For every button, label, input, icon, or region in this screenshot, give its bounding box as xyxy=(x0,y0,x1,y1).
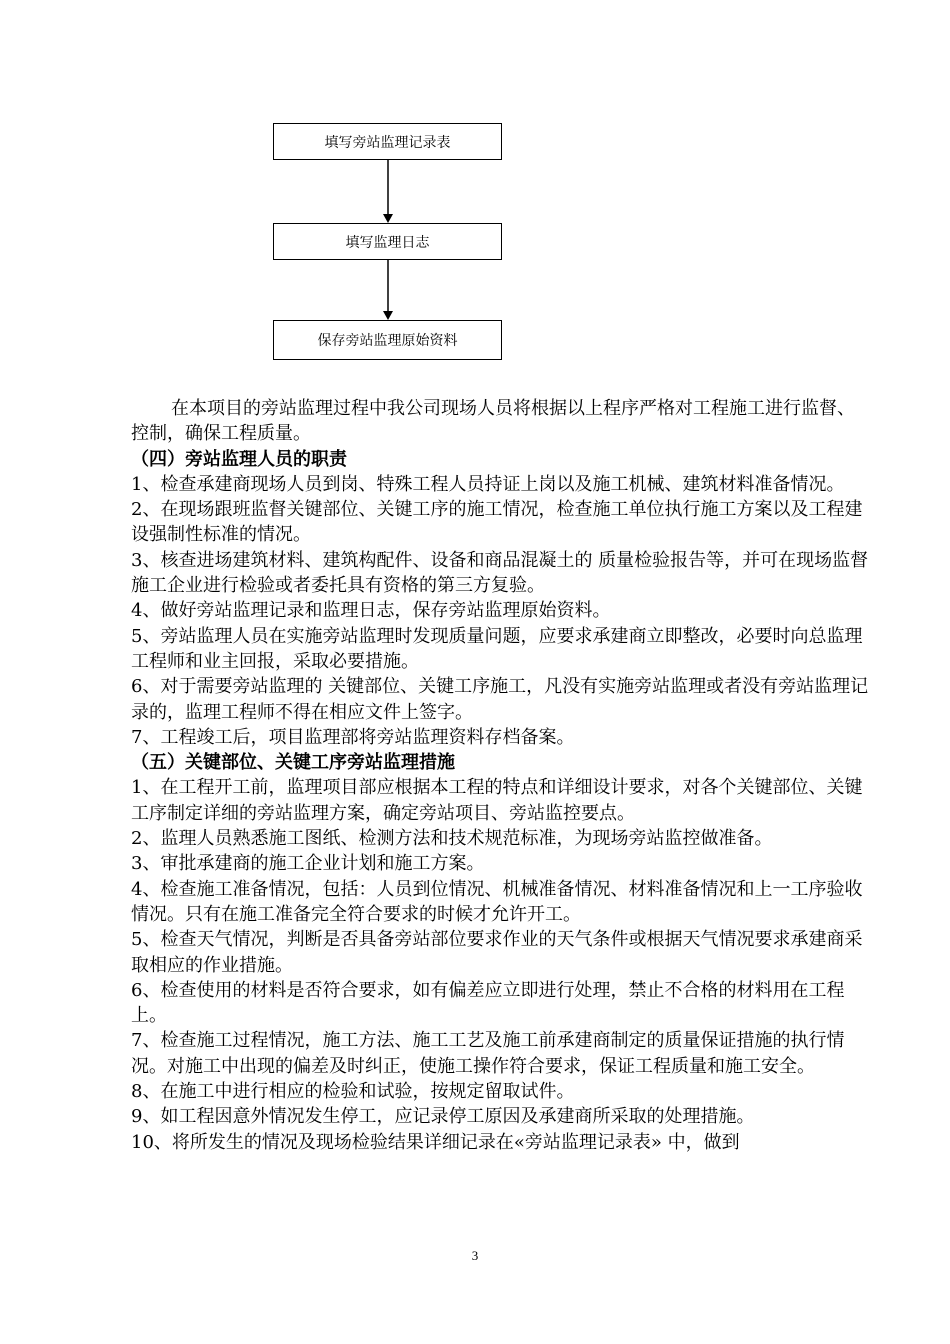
flow-arrow-2 xyxy=(380,260,396,321)
page-number: 3 xyxy=(471,1248,479,1263)
section-5-item: 1、在工程开工前，监理项目部应根据本工程的特点和详细设计要求，对各个关键部位、关键工序制定详细的旁站监理方案，确定旁站项目、旁站监控要点。 xyxy=(131,777,863,824)
section-5-item: 6、检查使用的材料是否符合要求，如有偏差应立即进行处理，禁止不合格的材料用在工程上。 xyxy=(131,979,845,1027)
section-5-item: 7、检查施工过程情况，施工方法、施工工艺及施工前承建商制定的质量保证措施的执行情况。对施工中出现的偏差及时纠正，使施工操作符合要求，保证工程质量和施工安全。 xyxy=(131,1030,845,1077)
section-4-item: 1、检查承建商现场人员到岗、特殊工程人员持证上岗以及施工机械、建筑材料准备情况。 xyxy=(131,473,845,495)
section-4-item: 3、核查进场建筑材料、建筑构配件、设备和商品混凝土的 质量检验报告等，并可在现场监督施工企业进行检验或者委托具有资格的第三方复验。 xyxy=(131,549,869,597)
section-4-heading: （四）旁站监理人员的职责 xyxy=(131,448,347,470)
section-5-item: 9、如工程因意外情况发生停工，应记录停工原因及承建商所采取的处理措施。 xyxy=(131,1106,755,1128)
flowchart-step-log: 填写监理日志 xyxy=(273,223,502,260)
document-body xyxy=(131,396,871,1155)
section-4-item: 4、做好旁站监理记录和监理日志，保存旁站监理原始资料。 xyxy=(131,600,611,622)
section-4-item: 7、工程竣工后，项目监理部将旁站监理资料存档备案。 xyxy=(131,726,575,748)
flowchart-step-record-form: 填写旁站监理记录表 xyxy=(273,123,502,160)
intro-paragraph: 在本项目的旁站监理过程中我公司现场人员将根据以上程序严格对工程施工进行监督、控制，确保工程质量。 xyxy=(131,398,855,445)
section-4-item: 6、对于需要旁站监理的 关键部位、关键工序施工，凡没有实施旁站监理或者没有旁站监理记录的，监理工程师不得在相应文件上签字。 xyxy=(131,676,869,723)
section-5-item: 3、审批承建商的施工企业计划和施工方案。 xyxy=(131,853,485,875)
section-5-item: 8、在施工中进行相应的检验和试验，按规定留取试件。 xyxy=(131,1081,575,1103)
section-4-item: 2、在现场跟班监督关键部位、关键工序的施工情况，检查施工单位执行施工方案以及工程建设强制性标准的情况。 xyxy=(131,499,863,546)
flow-arrow-1 xyxy=(380,160,396,224)
section-5-item: 2、监理人员熟悉施工图纸、检测方法和技术规范标准，为现场旁站监控做准备。 xyxy=(131,828,773,850)
flowchart-step-archive: 保存旁站监理原始资料 xyxy=(273,320,502,360)
section-4-item: 5、旁站监理人员在实施旁站监理时发现质量问题，应要求承建商立即整改，必要时向总监理工程师和业主回报，采取必要措施。 xyxy=(131,625,863,672)
section-5-item: 5、检查天气情况，判断是否具备旁站部位要求作业的天气条件或根据天气情况要求承建商采取相应的作业措施。 xyxy=(131,929,863,976)
section-5-heading: （五）关键部位、关键工序旁站监理措施 xyxy=(131,752,455,774)
section-5-item: 10、将所发生的情况及现场检验结果详细记录在«旁站监理记录表» 中，做到 xyxy=(131,1131,740,1153)
section-5-item: 4、检查施工准备情况，包括：人员到位情况、机械准备情况、材料准备情况和上一工序验收情况。只有在施工准备完全符合要求的时候才允许开工。 xyxy=(131,878,863,925)
